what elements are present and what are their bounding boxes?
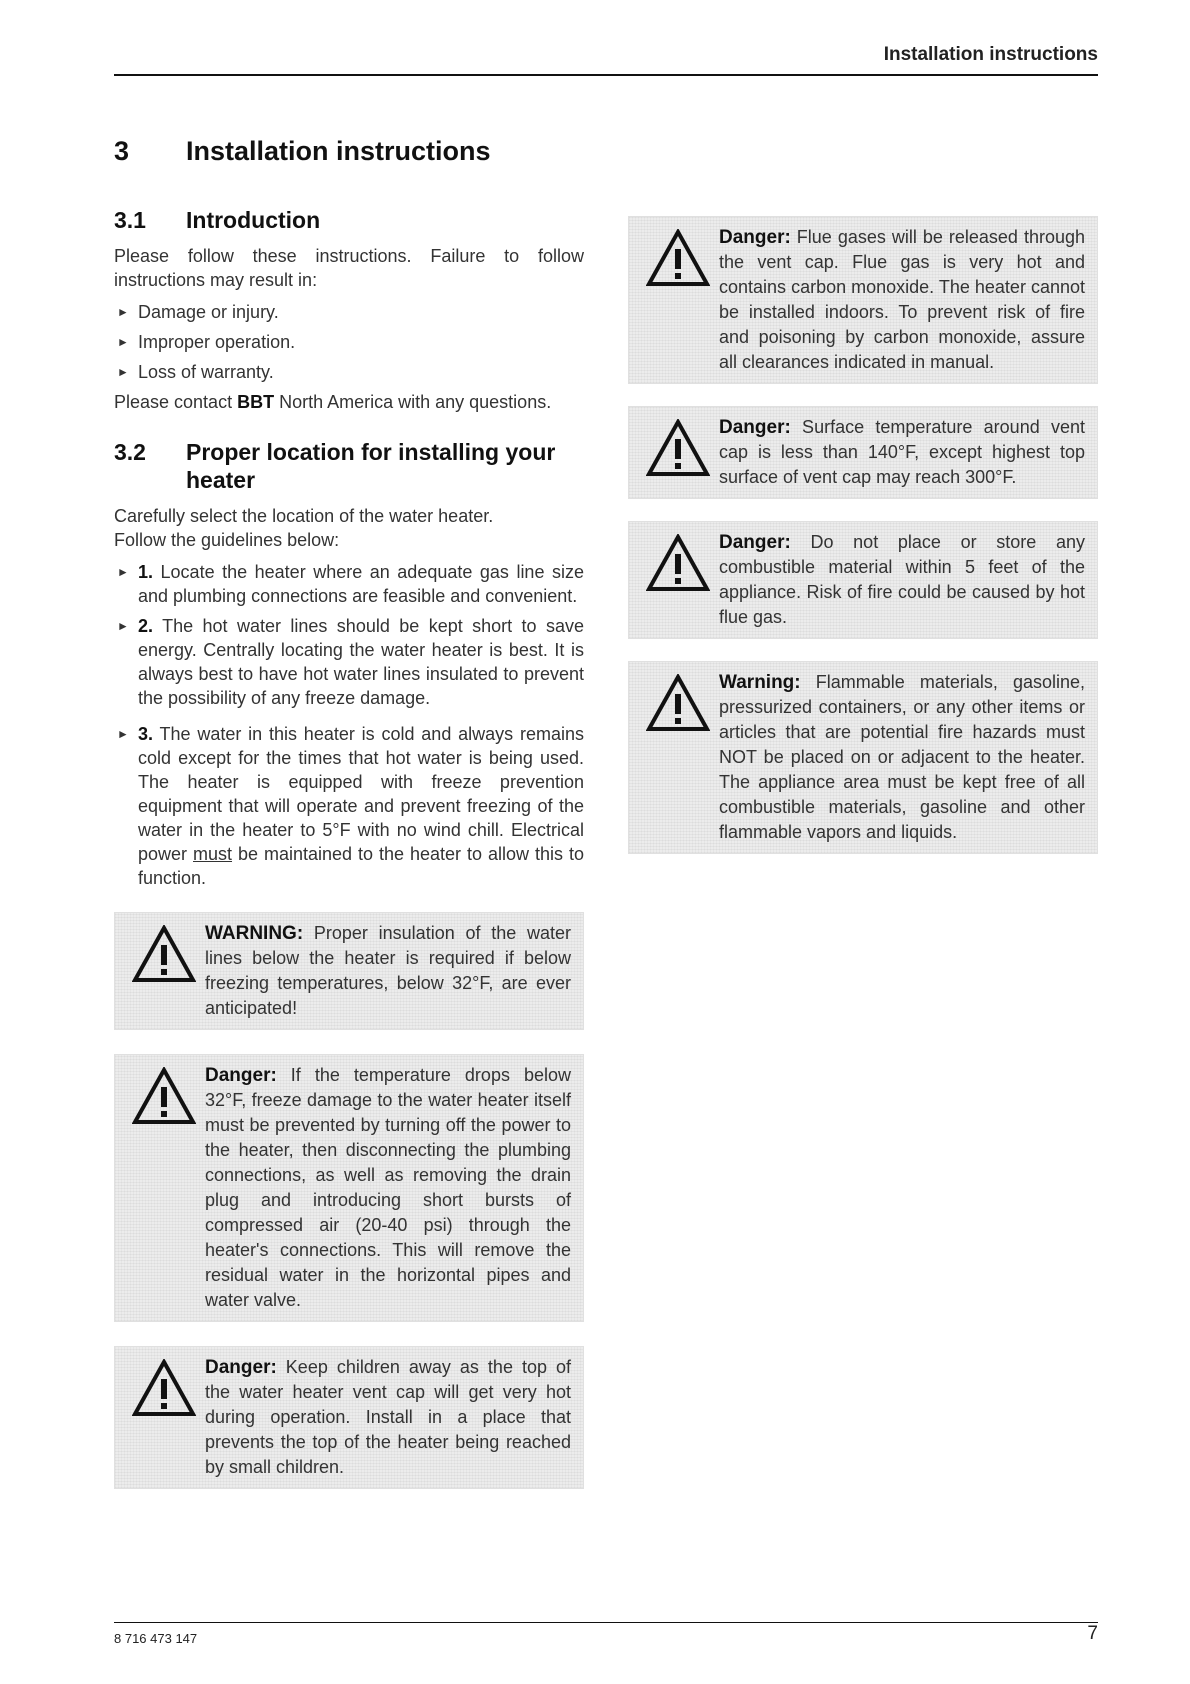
section-3-2 <box>114 438 584 890</box>
notice-text <box>719 415 1085 490</box>
danger-notice <box>628 406 1098 499</box>
notice-text <box>719 225 1085 375</box>
chapter-title <box>114 136 491 167</box>
contact-paragraph <box>114 390 584 414</box>
notice-body: Flue gases will be released through the vent cap. Flue gas is very hot and contains carbon monoxide. The heater cannot be installed indoors. To prevent risk of fire and poisoning by carbon monoxide, assure all clearances indicated in manual. <box>719 227 1085 372</box>
guideline-number: 3. <box>138 724 154 744</box>
guideline-number: 2. <box>138 616 154 636</box>
warning-triangle-icon <box>637 670 719 845</box>
notice-body: Proper insulation of the water lines below the heater is required if below freezing temperatures, below 32°F, are ever anticipated! <box>205 923 571 1018</box>
guidelines-list <box>114 560 584 890</box>
left-column <box>114 206 584 1489</box>
list-item-text: Damage or injury. <box>138 302 279 322</box>
section-3-1-heading <box>114 206 584 234</box>
guideline-number: 1. <box>138 562 154 582</box>
warning-notice <box>628 661 1098 854</box>
list-item <box>114 300 584 324</box>
consequence-list <box>114 300 584 384</box>
guideline-text: The water in this heater is cold and always remains cold except for the times that hot water is being used. The heater is equipped with freeze prevention equipment that will operate and prevent freezing of the water in the heater to 5°F with no wind chill. Electrical power <box>138 724 584 864</box>
guideline-text: Locate the heater where an adequate gas line size and plumbing connections are feasible and convenient. <box>138 562 584 606</box>
notice-body: Surface temperature around vent cap is less than 140°F, except highest top surface of vent cap may reach 300°F. <box>719 417 1085 487</box>
notice-label: Danger: <box>719 227 791 248</box>
document-number: 8 716 473 147 <box>114 1631 198 1646</box>
notice-text <box>205 921 571 1021</box>
guideline-text: The hot water lines should be kept short to save energy. Centrally locating the water heater is best. It is always best to have hot water lines insulated to prevent the possibility of any freeze damage. <box>138 616 584 708</box>
notice-text <box>205 1063 571 1313</box>
section-3-2-heading <box>114 438 584 494</box>
bullet-arrow-icon: ► <box>117 335 129 349</box>
list-item <box>114 360 584 384</box>
notice-body: Do not place or store any combustible material within 5 feet of the appliance. Risk of fire could be caused by hot flue gas. <box>719 532 1085 627</box>
contact-pre: Please contact <box>114 392 238 412</box>
notice-text <box>719 530 1085 630</box>
bullet-arrow-icon: ► <box>117 619 129 633</box>
warning-triangle-icon <box>123 1355 205 1480</box>
running-header <box>114 44 1098 76</box>
list-item <box>114 722 584 890</box>
list-item <box>114 330 584 354</box>
notice-body: Keep children away as the top of the water heater vent cap will get very hot during operation. Install in a place that prevents the top of the heater being reached by small children. <box>205 1357 571 1477</box>
chapter-title-text: Installation instructions <box>186 136 491 166</box>
notice-body: If the temperature drops below 32°F, freeze damage to the water heater itself must be prevented by turning off the power to the heater, then disconnecting the plumbing connections, as well as removing the drain plug and introducing short bursts of compressed air (20-40 psi) through the heater's connections. This will remove the residual water in the horizontal pipes and water valve. <box>205 1065 571 1310</box>
notice-label: Danger: <box>205 1357 277 1378</box>
list-item <box>114 614 584 710</box>
bullet-arrow-icon: ► <box>117 727 129 741</box>
bullet-arrow-icon: ► <box>117 565 129 579</box>
list-item-text: Improper operation. <box>138 332 296 352</box>
notice-text <box>205 1355 571 1480</box>
bullet-arrow-icon: ► <box>117 305 129 319</box>
warning-triangle-icon <box>637 415 719 490</box>
danger-notice <box>114 1346 584 1489</box>
location-intro-line-2: Follow the guidelines below: <box>114 530 340 550</box>
brand-name: BBT <box>237 392 275 412</box>
notice-text <box>719 670 1085 845</box>
list-item <box>114 560 584 608</box>
notice-label: Danger: <box>719 532 791 553</box>
location-intro <box>114 504 584 552</box>
section-3-2-number: 3.2 <box>114 439 146 465</box>
warning-notice <box>114 912 584 1030</box>
warning-triangle-icon <box>637 530 719 630</box>
right-column <box>628 216 1098 876</box>
notice-label: Warning: <box>719 672 801 693</box>
intro-paragraph: Please follow these instructions. Failure to follow instructions may result in: <box>114 246 584 290</box>
warning-triangle-icon <box>123 921 205 1021</box>
contact-post: North America with any questions. <box>274 392 552 412</box>
page-footer <box>114 1622 1098 1646</box>
running-header-title: Installation instructions <box>883 44 1098 65</box>
warning-triangle-icon <box>123 1063 205 1313</box>
section-3-2-title: Proper location for installing your heater <box>186 439 556 493</box>
section-3-1-number: 3.1 <box>114 207 146 233</box>
bullet-arrow-icon: ► <box>117 365 129 379</box>
page-number: 7 <box>1087 1623 1098 1644</box>
list-item-text: Loss of warranty. <box>138 362 274 382</box>
notice-body: Flammable materials, gasoline, pressurized containers, or any other items or articles that are potential fire hazards must NOT be placed on or adjacent to the heater. The appliance area must be kept free of all combustible materials, gasoline and other flammable vapors and liquids. <box>719 672 1085 842</box>
notice-label: Danger: <box>205 1065 277 1086</box>
guideline-emphasis: must <box>193 844 233 864</box>
section-3-1-title: Introduction <box>186 207 321 233</box>
notice-label: WARNING: <box>205 923 304 944</box>
warning-triangle-icon <box>637 225 719 375</box>
notice-label: Danger: <box>719 417 791 438</box>
danger-notice <box>628 521 1098 639</box>
location-intro-line-1: Carefully select the location of the water heater. <box>114 506 494 526</box>
chapter-number: 3 <box>114 136 130 166</box>
danger-notice <box>628 216 1098 384</box>
danger-notice <box>114 1054 584 1322</box>
guideline-text-end: be maintained to the heater to allow this to function. <box>138 844 584 888</box>
